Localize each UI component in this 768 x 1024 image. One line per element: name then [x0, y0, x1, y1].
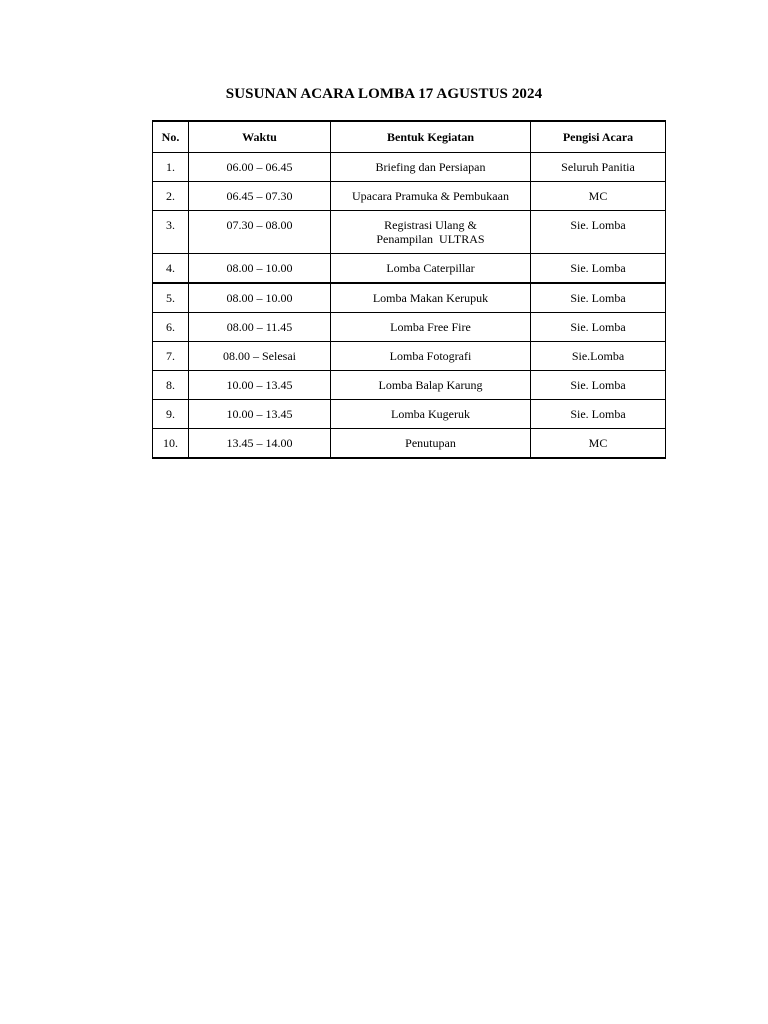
cell-no: 2. [153, 182, 189, 211]
table-row [153, 254, 666, 284]
cell-no: 6. [153, 313, 189, 342]
cell-waktu: 08.00 – Selesai [189, 342, 331, 371]
cell-pengisi: Sie. Lomba [531, 283, 666, 313]
table-header-row [153, 121, 666, 153]
cell-waktu: 08.00 – 10.00 [189, 283, 331, 313]
header-no: No. [153, 121, 189, 153]
cell-kegiatan-line: Registrasi Ulang & [384, 218, 477, 232]
cell-waktu: 10.00 – 13.45 [189, 400, 331, 429]
table-row [153, 371, 666, 400]
cell-no: 5. [153, 283, 189, 313]
cell-waktu: 06.45 – 07.30 [189, 182, 331, 211]
cell-pengisi: Sie. Lomba [531, 313, 666, 342]
header-bentuk-kegiatan: Bentuk Kegiatan [331, 121, 531, 153]
table-row [153, 400, 666, 429]
cell-no: 10. [153, 429, 189, 459]
cell-kegiatan: Lomba Free Fire [331, 313, 531, 342]
cell-no: 8. [153, 371, 189, 400]
cell-kegiatan: Upacara Pramuka & Pembukaan [331, 182, 531, 211]
cell-pengisi: Sie. Lomba [531, 371, 666, 400]
cell-no: 1. [153, 153, 189, 182]
cell-kegiatan: Lomba Makan Kerupuk [331, 283, 531, 313]
cell-kegiatan: Lomba Caterpillar [331, 254, 531, 284]
cell-kegiatan: Penutupan [331, 429, 531, 459]
table-row [153, 313, 666, 342]
cell-pengisi: Sie. Lomba [531, 400, 666, 429]
cell-kegiatan: Lomba Fotografi [331, 342, 531, 371]
cell-pengisi: Seluruh Panitia [531, 153, 666, 182]
cell-kegiatan-line: Penampilan ULTRAS [376, 232, 485, 246]
table-row [153, 283, 666, 313]
cell-kegiatan: Briefing dan Persiapan [331, 153, 531, 182]
table-row [153, 153, 666, 182]
cell-waktu: 08.00 – 10.00 [189, 254, 331, 284]
header-waktu: Waktu [189, 121, 331, 153]
cell-pengisi: Sie. Lomba [531, 211, 666, 254]
cell-waktu: 13.45 – 14.00 [189, 429, 331, 459]
cell-pengisi: Sie.Lomba [531, 342, 666, 371]
cell-waktu: 06.00 – 06.45 [189, 153, 331, 182]
cell-no: 7. [153, 342, 189, 371]
table-row [153, 211, 666, 254]
table-row [153, 429, 666, 459]
document-title: SUSUNAN ACARA LOMBA 17 AGUSTUS 2024 [225, 86, 543, 102]
cell-pengisi: MC [531, 182, 666, 211]
table-row [153, 182, 666, 211]
schedule-table [152, 120, 666, 459]
cell-waktu: 07.30 – 08.00 [189, 211, 331, 254]
cell-no: 3. [153, 211, 189, 254]
cell-kegiatan: Lomba Kugeruk [331, 400, 531, 429]
cell-pengisi: Sie. Lomba [531, 254, 666, 284]
header-pengisi-acara: Pengisi Acara [531, 121, 666, 153]
cell-waktu: 10.00 – 13.45 [189, 371, 331, 400]
cell-no: 4. [153, 254, 189, 284]
cell-kegiatan [331, 211, 531, 254]
cell-pengisi: MC [531, 429, 666, 459]
cell-waktu: 08.00 – 11.45 [189, 313, 331, 342]
cell-kegiatan: Lomba Balap Karung [331, 371, 531, 400]
table-row [153, 342, 666, 371]
cell-no: 9. [153, 400, 189, 429]
